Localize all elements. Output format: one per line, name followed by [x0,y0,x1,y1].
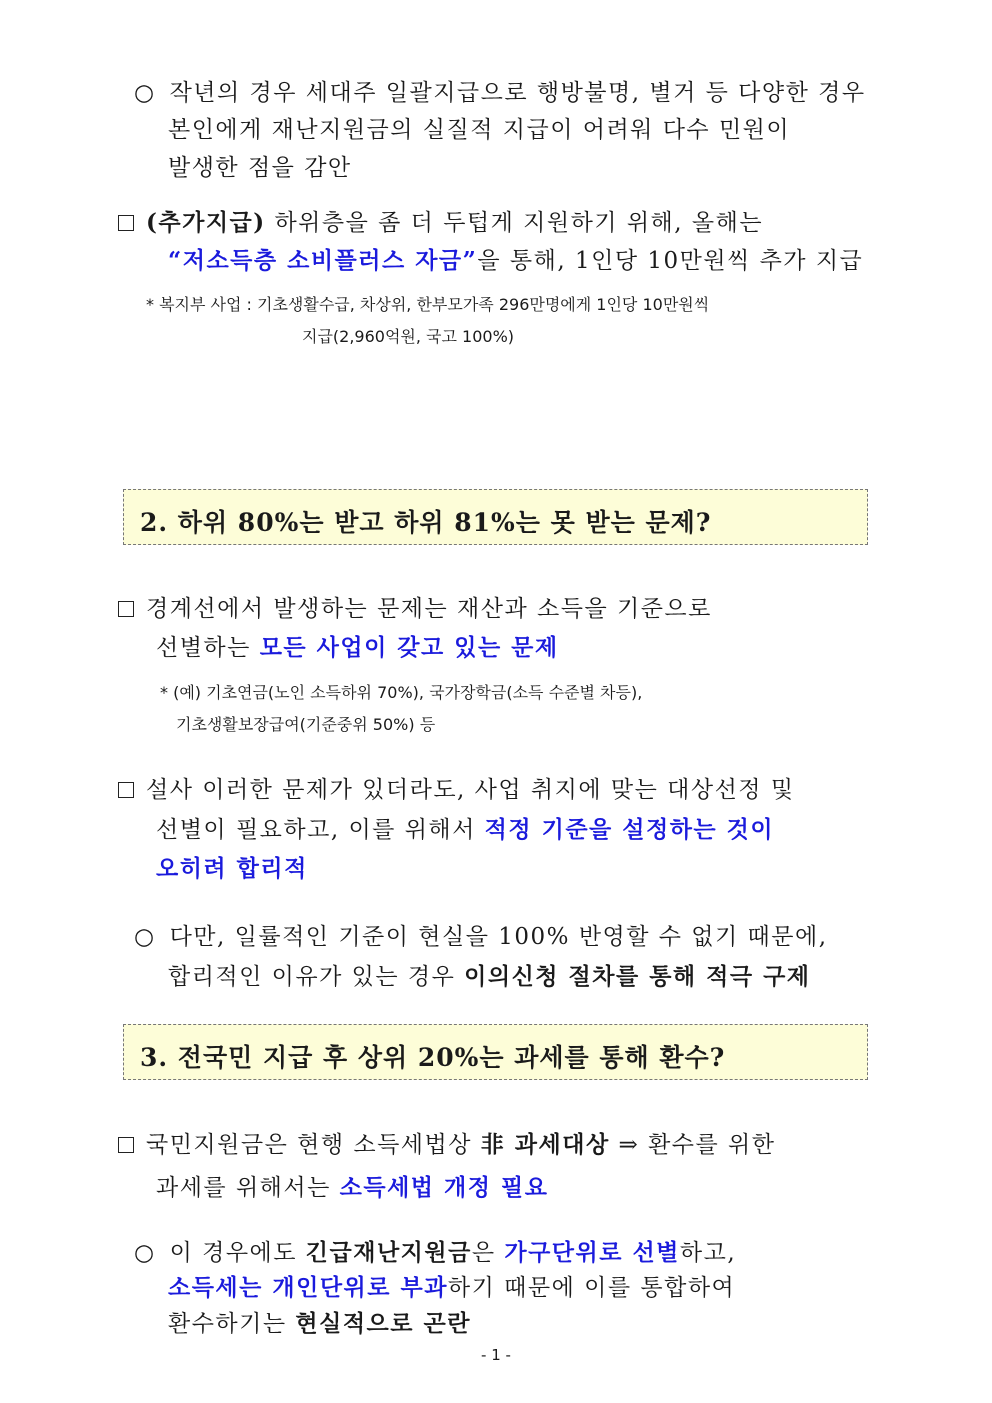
section-2-heading: 2. 하위 80%는 받고 하위 81%는 못 받는 문제? [140,508,712,537]
square-bullet-icon [118,601,134,617]
para-3-text-2: 선별하는 [156,635,260,661]
para-2-text-2: 을 통해, 1인당 10만원씩 추가 지급 [477,248,864,274]
section-3-heading: 3. 전국민 지급 후 상위 20%는 과세를 통해 환수? [140,1043,726,1072]
para-3-line-2 [156,629,559,662]
para-2-text-1: 하위층을 좀 더 두텁게 지원하기 위해, 올해는 [265,210,764,236]
para-3-note-1: * (예) 기초연금(노인 소득하위 70%), 국가장학금(소득 수준별 차등), [160,683,643,702]
page-number: - 1 - [481,1346,511,1364]
para-6-text-3: 과세를 위해서는 [156,1175,340,1201]
para-7-text-5: 환수하기는 [168,1311,296,1337]
para-2-line-1 [118,204,763,237]
square-bullet-icon [118,1137,134,1153]
para-3-note-2: 기초생활보장급여(기준중위 50%) 등 [176,715,436,734]
emergency-fund-highlight: 긴급재난지원금 [305,1239,472,1266]
section-2-heading-box [123,489,868,545]
circle-bullet-icon: ○ [134,1240,156,1266]
para-7-text-1: 이 경우에도 [169,1240,306,1266]
square-bullet-icon [118,782,134,798]
para-6-text-2: ⇒ 환수를 위한 [609,1132,776,1158]
para-7-line-2 [168,1269,735,1302]
non-taxable-highlight: 非 과세대상 [480,1131,610,1158]
additional-payment-tag: (추가지급) [146,209,266,236]
para-6-line-1 [118,1126,775,1159]
para-4-line-2 [156,811,774,844]
section-3-heading-box [123,1024,868,1080]
para-5-text-2: 합리적인 이유가 있는 경우 [168,964,465,990]
circle-bullet-icon: ○ [134,80,156,106]
para-4-line-3 [156,850,308,883]
para-1-line-3 [168,149,352,182]
para-6-text-1: 국민지원금은 현행 소득세법상 [146,1132,481,1158]
para-1-text-1: 작년의 경우 세대주 일괄지급으로 행방불명, 별거 등 다양한 경우 [169,80,866,106]
para-7-line-3 [168,1305,471,1338]
para-5-text-1: 다만, 일률적인 기준이 현실을 100% 반영할 수 없기 때문에, [169,924,828,950]
para-2-note-1: * 복지부 사업 : 기초생활수급, 차상위, 한부모가족 296만명에게 1인당 10만원씩 [146,295,710,314]
practically-difficult-highlight: 현실적으로 곤란 [295,1310,471,1337]
square-bullet-icon [118,215,134,231]
para-4-text-2: 선별이 필요하고, 이를 위해서 [156,817,485,843]
para-3-line-1 [118,590,712,623]
para-7-text-4: 하기 때문에 이를 통합하여 [447,1275,736,1301]
para-1-text-3: 발생한 점을 감안 [168,155,352,181]
para-1-line-2 [168,111,790,144]
circle-bullet-icon: ○ [134,924,156,950]
tax-law-revision-highlight: 소득세법 개정 필요 [339,1174,549,1201]
para-4-text-1: 설사 이러한 문제가 있더라도, 사업 취지에 맞는 대상선정 및 [146,777,795,803]
objection-procedure-highlight: 이의신청 절차를 통해 적극 구제 [464,963,811,990]
common-problem-highlight: 모든 사업이 갖고 있는 문제 [259,634,559,661]
para-7-text-3: 하고, [679,1240,737,1266]
para-6-line-2 [156,1169,548,1202]
proper-criteria-highlight: 적정 기준을 설정하는 것이 [484,816,775,843]
para-7-text-2: 은 [471,1240,505,1266]
low-income-fund-highlight: “저소득층 소비플러스 자금” [168,247,478,274]
para-1-line-1 [134,74,866,107]
para-2-note-2: 지급(2,960억원, 국고 100%) [302,327,515,346]
reasonable-highlight: 오히려 합리적 [156,855,308,882]
para-7-line-1 [134,1234,736,1267]
para-5-line-1 [134,918,828,951]
para-2-line-2 [168,242,863,275]
para-3-text-1: 경계선에서 발생하는 문제는 재산과 소득을 기준으로 [146,596,712,622]
para-1-text-2: 본인에게 재난지원금의 실질적 지급이 어려워 다수 민원이 [168,117,791,143]
para-5-line-2 [168,958,811,991]
individual-unit-highlight: 소득세는 개인단위로 부과 [168,1274,448,1301]
para-4-line-1 [118,771,795,804]
household-unit-highlight: 가구단위로 선별 [504,1239,680,1266]
